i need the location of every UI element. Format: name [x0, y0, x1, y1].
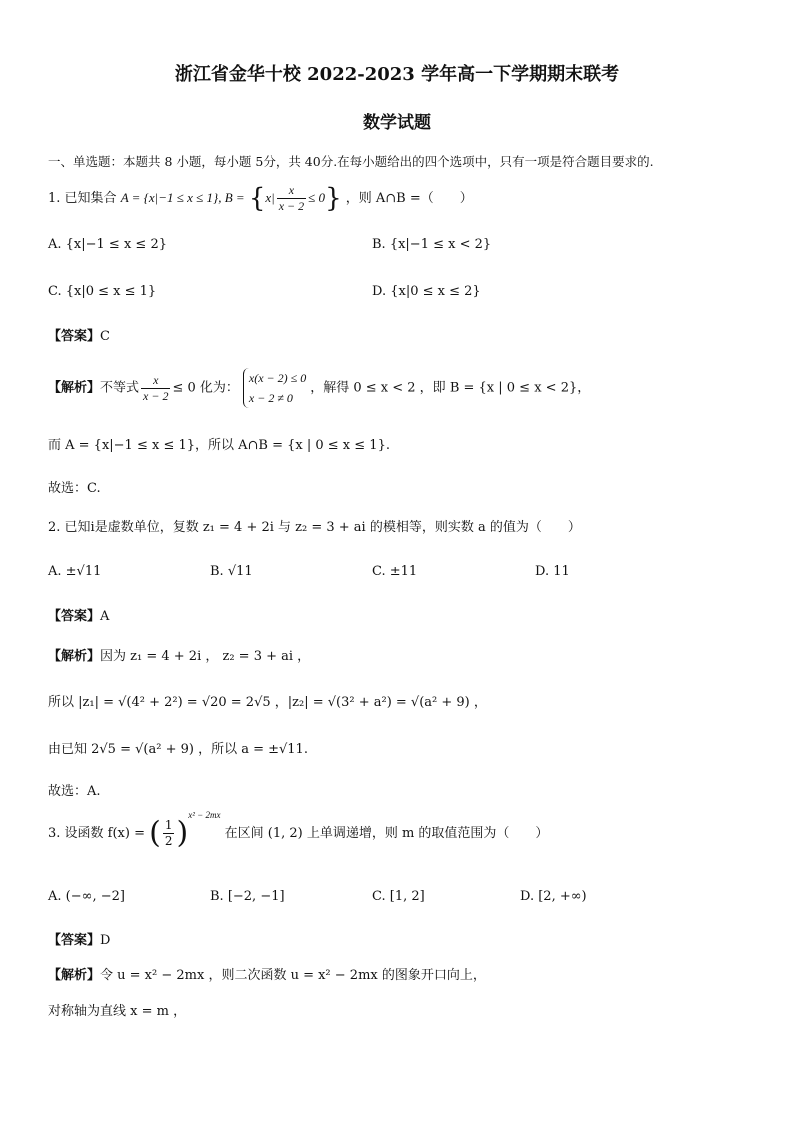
q1-analysis-text-b: ≤ 0 化为： [172, 380, 239, 396]
q1-analysis-label: 【解析】 [48, 380, 101, 396]
q3-exponent: x² − 2mx [188, 809, 221, 820]
q2-option-a: A. ±√11 [48, 564, 102, 579]
q3-answer-value: D [100, 933, 111, 948]
q1-suffix: ，则 A∩B =（ ） [345, 191, 473, 206]
q1-analysis-frac-denominator: x − 2 [143, 388, 169, 403]
q1-set-b-prefix: , B = [218, 190, 245, 205]
q1-analysis-1 [48, 368, 590, 408]
question-3-stem [48, 809, 549, 851]
q1-set-b-x: x| [265, 190, 275, 205]
q1-analysis-text-a: 不等式 [100, 380, 140, 396]
q1-system-line-2: x − 2 ≠ 0 [248, 391, 293, 405]
q1-set-b-fraction [277, 183, 306, 214]
q3-analysis-label: 【解析】 [48, 968, 101, 983]
q1-system-line-1: x(x − 2) ≤ 0 [248, 371, 307, 385]
q3-answer-label: 【答案】 [48, 933, 101, 948]
q3-base-denominator: 2 [164, 834, 173, 848]
q3-option-b: B. [−2, −1] [210, 889, 285, 904]
q2-option-c: C. ±11 [372, 564, 418, 579]
q1-analysis-fraction [141, 373, 170, 404]
q1-conclusion: 故选：C. [48, 481, 101, 496]
q2-answer-value: A [100, 609, 110, 624]
q3-option-a: A. (−∞, −2] [48, 889, 125, 904]
question-1-stem [48, 183, 473, 214]
q2-option-d: D. 11 [535, 564, 570, 579]
q3-option-c: C. [1, 2] [372, 889, 425, 904]
q1-option-a: A. {x|−1 ≤ x ≤ 2} [48, 237, 167, 252]
q3-answer [48, 929, 110, 948]
q3-suffix: 在区间 (1, 2) 上单调递增，则 m 的取值范围为（ ） [224, 826, 549, 841]
q1-set-b-brace-close: } [325, 183, 342, 214]
q1-option-c: C. {x|0 ≤ x ≤ 1} [48, 284, 157, 299]
q1-frac-numerator: x [277, 183, 306, 199]
q3-analysis-2: 对称轴为直线 x = m ， [48, 1004, 187, 1019]
q3-option-d: D. [2, +∞) [520, 889, 587, 904]
q1-answer-value: C [100, 329, 110, 344]
q3-prefix: 3. 设函数 f(x) = [48, 826, 145, 841]
q3-base-fraction [163, 818, 175, 849]
q1-option-d: D. {x|0 ≤ x ≤ 2} [372, 284, 481, 299]
q1-answer-label: 【答案】 [48, 329, 101, 344]
exam-title: 浙江省金华十校 2022-2023 学年高一下学期期末联考 [174, 64, 620, 85]
q2-analysis-label: 【解析】 [48, 649, 101, 664]
q2-answer-label: 【答案】 [48, 609, 101, 624]
q2-analysis-text-1: 因为 z₁ = 4 + 2i ， z₂ = 3 + ai ， [100, 649, 311, 664]
q1-analysis-text-c: ，解得 0 ≤ x < 2 ，即 B = {x | 0 ≤ x < 2}， [310, 380, 591, 396]
q3-analysis-1 [48, 964, 486, 983]
q2-option-b: B. √11 [210, 564, 253, 579]
q1-analysis-2: 而 A = {x|−1 ≤ x ≤ 1}，所以 A∩B = {x | 0 ≤ x ≤ 1}. [48, 438, 390, 453]
q2-analysis-3: 由已知 2√5 = √(a² + 9) ，所以 a = ±√11. [48, 742, 308, 757]
q3-paren-open: ( [149, 815, 161, 851]
q2-analysis-2: 所以 |z₁| = √(4² + 2²) = √20 = 2√5 ，|z₂| = √(3² + a²) = √(a² + 9) ， [48, 695, 487, 710]
q1-frac-denominator: x − 2 [278, 199, 305, 213]
q3-base-numerator: 1 [164, 818, 173, 832]
q1-prefix: 1. 已知集合 [48, 191, 117, 206]
q1-set-b-tail: ≤ 0 [308, 190, 326, 205]
q2-answer [48, 605, 109, 624]
q1-analysis-frac-numerator: x [141, 373, 170, 389]
q1-set-a: A = {x|−1 ≤ x ≤ 1} [120, 190, 219, 205]
q1-set-b-brace-open: { [248, 183, 266, 214]
q1-inequality-system [243, 368, 306, 408]
section-instruction: 一、单选题：本题共 8 小题，每小题 5分，共 40分.在每小题给出的四个选项中，只有一项是符合题目要求的. [48, 154, 654, 169]
q3-analysis-text-1: 令 u = x² − 2mx ，则二次函数 u = x² − 2mx 的图象开口向上， [100, 968, 486, 983]
question-2-stem: 2. 已知i是虚数单位，复数 z₁ = 4 + 2i 与 z₂ = 3 + ai 的模相等，则实数 a 的值为（ ） [48, 520, 581, 535]
q1-option-b: B. {x|−1 ≤ x < 2} [372, 237, 492, 252]
q2-conclusion: 故选：A. [48, 784, 101, 799]
q1-answer [48, 325, 110, 344]
exam-subtitle: 数学试题 [363, 113, 431, 133]
q2-analysis-1 [48, 645, 310, 664]
q3-paren-close: ) [176, 815, 189, 851]
